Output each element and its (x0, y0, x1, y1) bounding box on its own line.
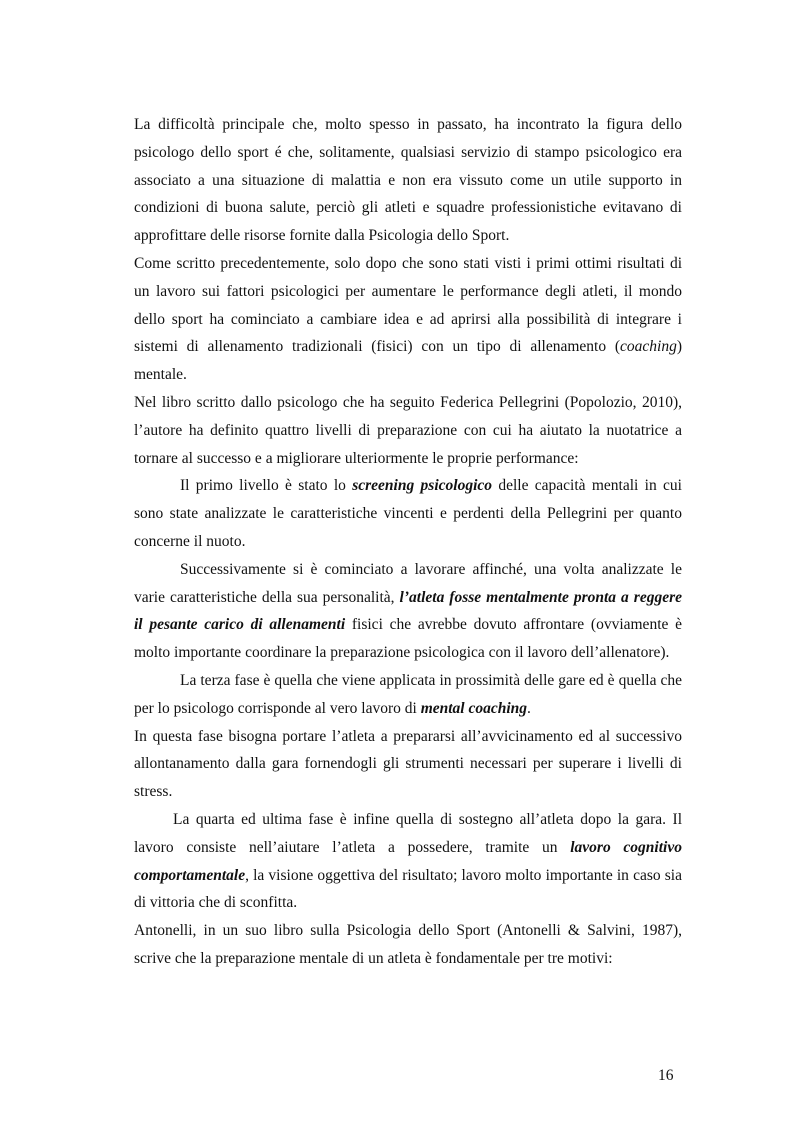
paragraph-6: La terza fase è quella che viene applicata in prossimità delle gare ed è quella che per lo psicologo corrisponde al vero lavoro di mental coaching. (134, 671, 682, 717)
emphasis-term: lavoro cognitivo comportamentale (134, 838, 682, 884)
emphasis-term: screening psicologico (352, 477, 493, 495)
paragraph-5: Successivamente si è cominciato a lavorare affinché, una volta analizzate le varie caratteristiche della sua personalità, l’atleta fosse mentalmente pronta a reggere il pesante carico di allenamenti fisici che avrebbe dovuto affrontare (ovviamente è molto importante coordinare la preparazione psicologica con il lavoro dell’allenatore). (134, 560, 682, 662)
paragraph-7: In questa fase bisogna portare l’atleta a prepararsi all’avvicinamento ed al successivo allontanamento dalla gara fornendogli gli strumenti necessari per superare i livelli di stress. (134, 727, 682, 801)
body-text (134, 111, 682, 973)
emphasis-term: l’atleta fosse mentalmente pronta a reggere il pesante carico di allenamenti (134, 588, 682, 634)
page-number: 16 (658, 1067, 674, 1084)
paragraph-3: Nel libro scritto dallo psicologo che ha seguito Federica Pellegrini (Popolozio, 2010), l’autore ha definito quattro livelli di preparazione con cui ha aiutato la nuotatrice a tornare al successo e a migliorare ulteriormente le proprie performance: (134, 393, 682, 467)
paragraph-2: Come scritto precedentemente, solo dopo che sono stati visti i primi ottimi risultati di un lavoro sui fattori psicologici per aumentare le performance degli atleti, il mondo dello sport ha cominciato a cambiare idea e ad aprirsi alla possibilità di integrare i sistemi di allenamento tradizionali (fisici) con un tipo di allenamento (coaching) mentale. (134, 254, 682, 384)
emphasis-term: mental coaching (420, 699, 528, 717)
italic-term: coaching (620, 338, 677, 356)
paragraph-9: Antonelli, in un suo libro sulla Psicologia dello Sport (Antonelli & Salvini, 1987), scrive che la preparazione mentale di un atleta è fondamentale per tre motivi: (134, 922, 682, 967)
paragraph-4: Il primo livello è stato lo screening psicologico delle capacità mentali in cui sono state analizzate le caratteristiche vincenti e perdenti della Pellegrini per quanto concerne il nuoto. (134, 477, 682, 550)
paragraph-1: La difficoltà principale che, molto spesso in passato, ha incontrato la figura dello psicologo dello sport é che, solitamente, qualsiasi servizio di stampo psicologico era associato a una situazione di malattia e non era vissuto come un utile supporto in condizioni di buona salute, perciò gli atleti e squadre professionistiche evitavano di approfittare delle risorse fornite dalla Psicologia dello Sport. (134, 116, 682, 245)
paragraph-8: La quarta ed ultima fase è infine quella di sostegno all’atleta dopo la gara. Il lavoro consiste nell’aiutare l’atleta a possedere, tramite un lavoro cognitivo comportamentale, la visione oggettiva del risultato; lavoro molto importante in caso sia di vittoria che di sconfitta. (134, 810, 682, 912)
